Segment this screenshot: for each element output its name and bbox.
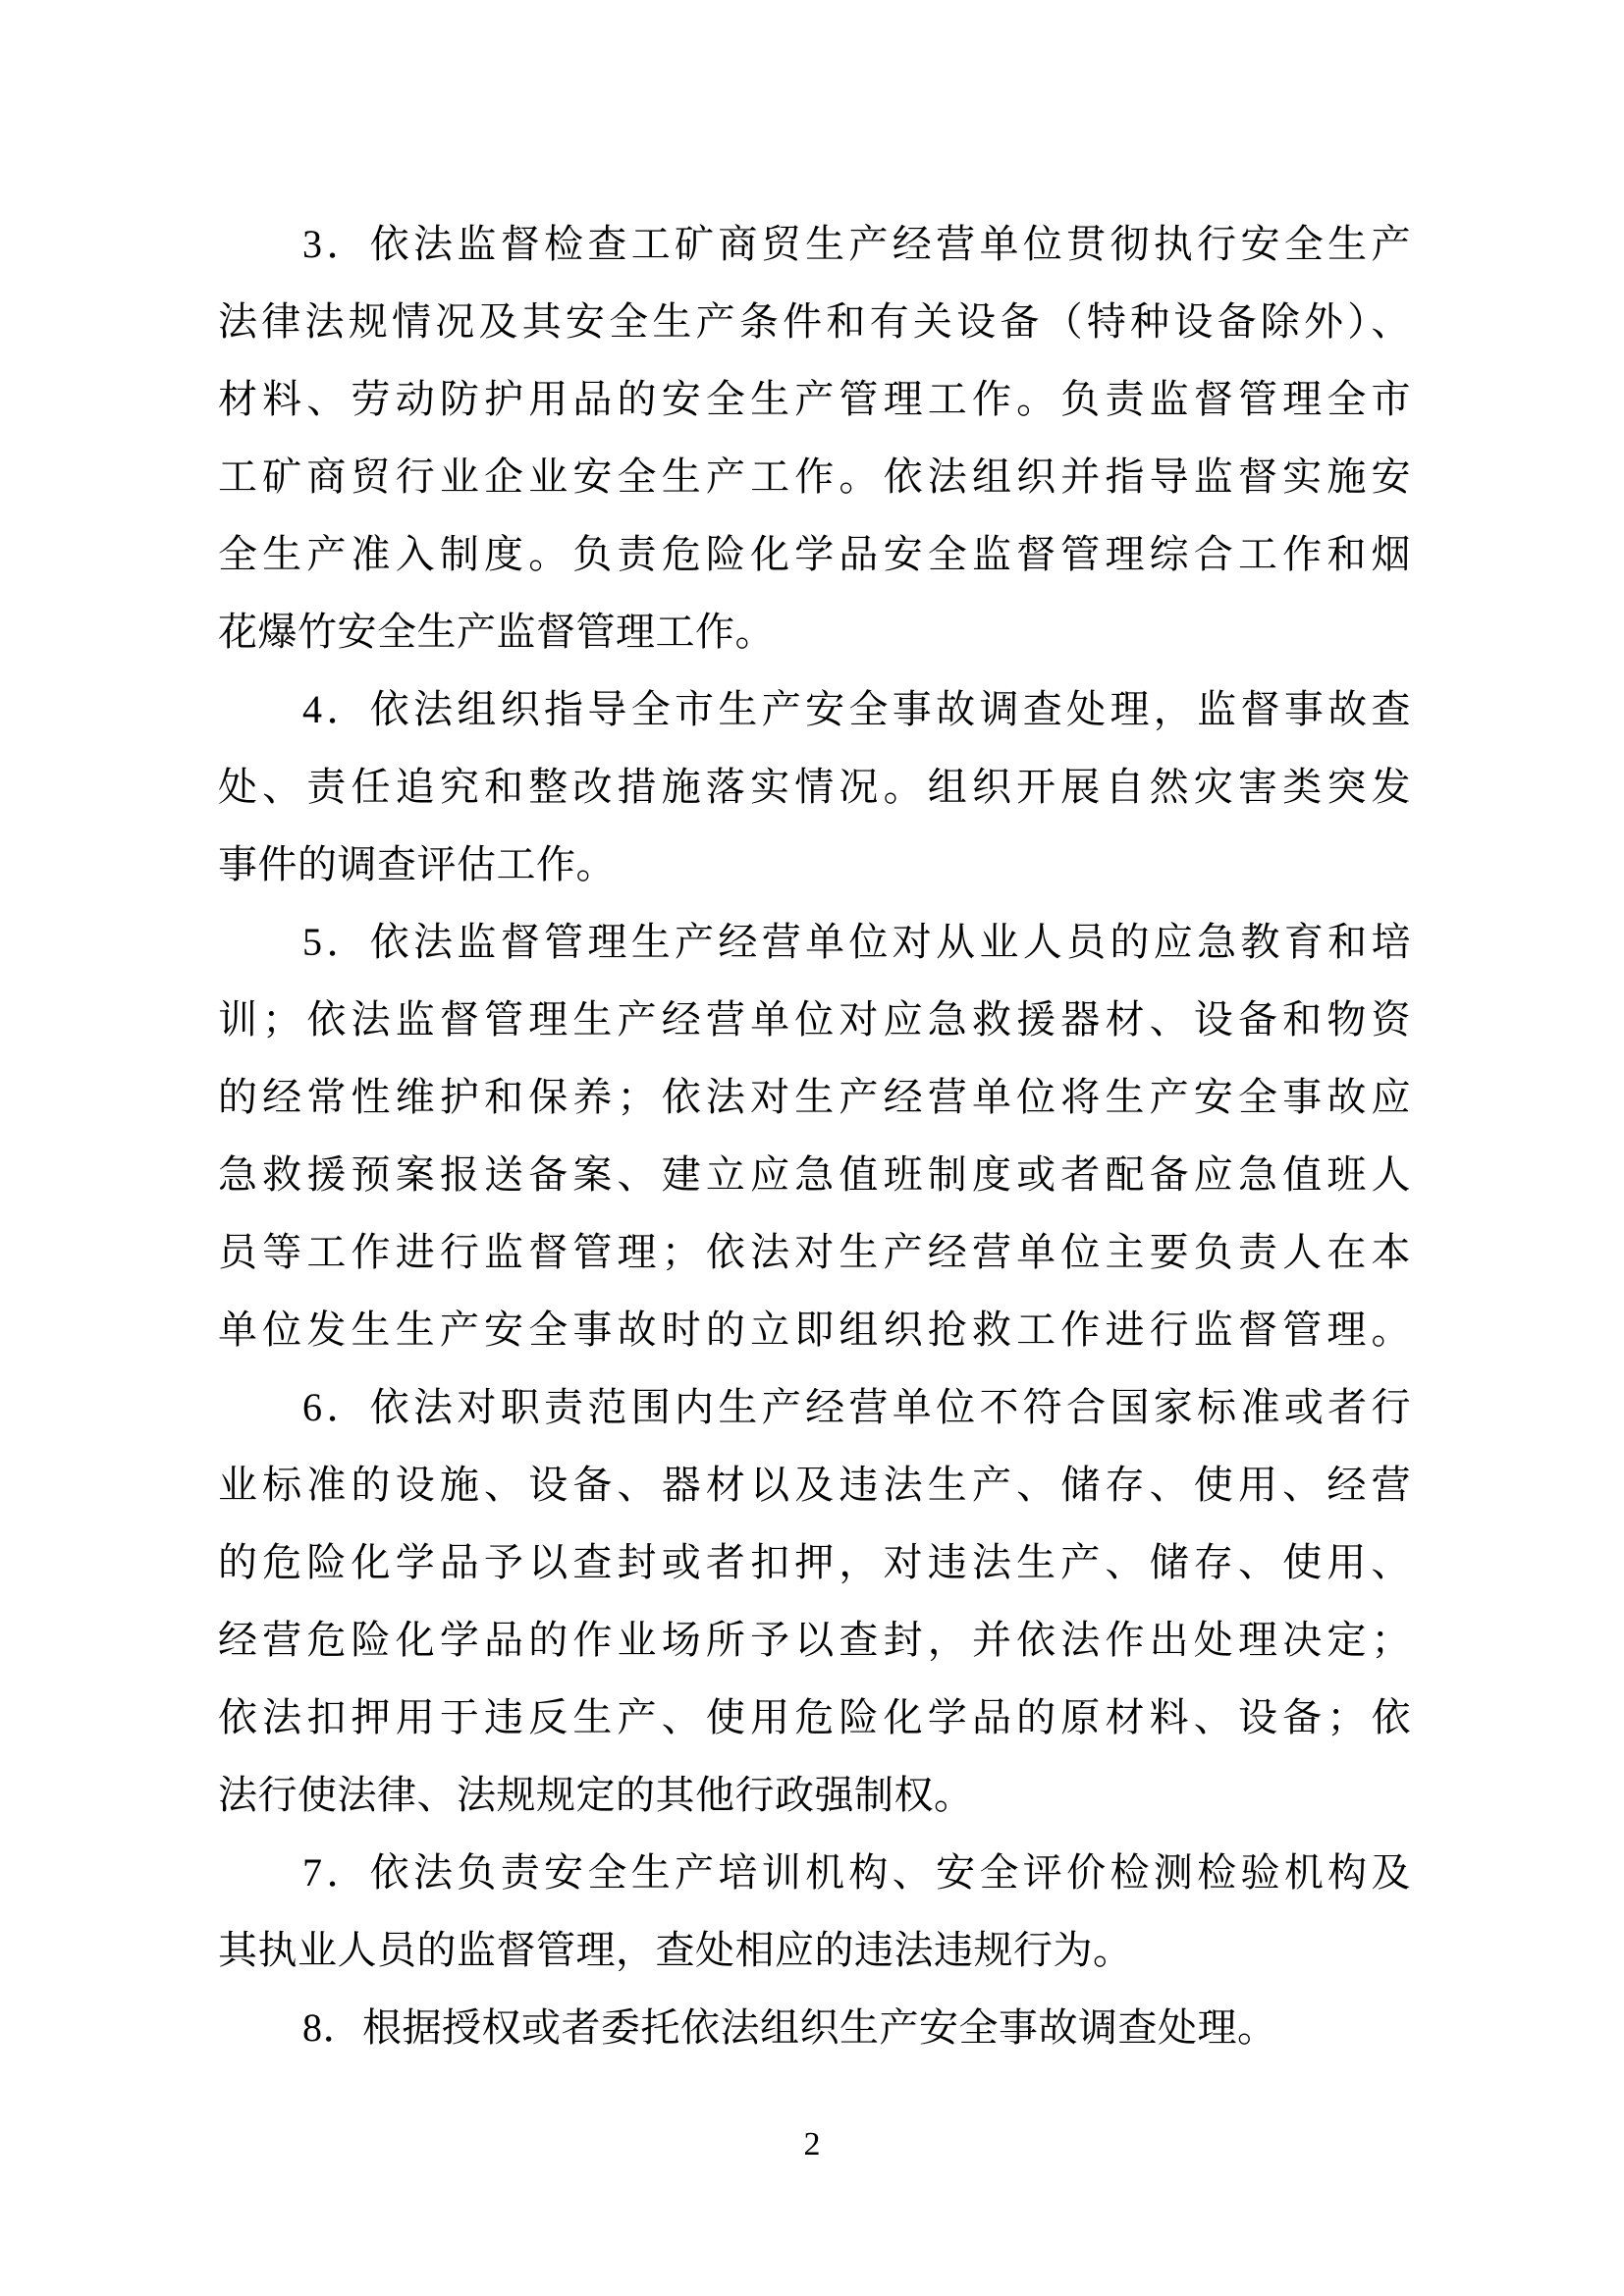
text-line: 材料、劳动防护用品的安全生产管理工作。负责监督管理全市	[218, 377, 1411, 421]
text-line: 5．依法监督管理生产经营单位对从业人员的应急教育和培	[302, 920, 1411, 964]
text-line: 员等工作进行监督管理；依法对生产经营单位主要负责人在本	[218, 1230, 1411, 1274]
page-number: 2	[803, 2126, 821, 2163]
text-line: 依法扣押用于违反生产、使用危险化学品的原材料、设备；依	[218, 1695, 1411, 1739]
text-line: 工矿商贸行业企业安全生产工作。依法组织并指导监督实施安	[218, 454, 1411, 499]
text-line: 法行使法律、法规规定的其他行政强制权。	[218, 1773, 974, 1817]
text-line: 4．依法组织指导全市生产安全事故调查处理，监督事故查	[302, 687, 1411, 731]
paragraph	[218, 903, 1411, 1368]
text-line: 单位发生生产安全事故时的立即组织抢救工作进行监督管理。	[218, 1308, 1411, 1352]
paragraph	[218, 670, 1411, 903]
text-line: 的经常性维护和保养；依法对生产经营单位将生产安全事故应	[218, 1075, 1411, 1119]
document-body	[218, 205, 1411, 2066]
text-line: 法律法规情况及其安全生产条件和有关设备（特种设备除外）、	[218, 299, 1411, 344]
text-line: 的危险化学品予以查封或者扣押，对违法生产、储存、使用、	[218, 1540, 1411, 1584]
text-line: 花爆竹安全生产监督管理工作。	[218, 610, 775, 654]
text-line: 3．依法监督检查工矿商贸生产经营单位贯彻执行安全生产	[302, 222, 1411, 266]
text-line: 业标准的设施、设备、器材以及违法生产、储存、使用、经营	[218, 1463, 1411, 1507]
text-line: 6．依法对职责范围内生产经营单位不符合国家标准或者行	[302, 1385, 1411, 1429]
paragraph	[218, 1834, 1411, 1989]
paragraph	[218, 205, 1411, 670]
paragraph	[218, 1989, 1411, 2066]
text-line: 8．根据授权或者委托依法组织生产安全事故调查处理。	[302, 2005, 1277, 2050]
text-line: 事件的调查评估工作。	[218, 842, 616, 886]
text-line: 训；依法监督管理生产经营单位对应急救援器材、设备和物资	[218, 997, 1411, 1041]
text-line: 急救援预案报送备案、建立应急值班制度或者配备应急值班人	[218, 1152, 1411, 1197]
text-line: 其执业人员的监督管理，查处相应的违法违规行为。	[218, 1928, 1133, 1972]
text-line: 经营危险化学品的作业场所予以查封，并依法作出处理决定；	[218, 1618, 1411, 1662]
text-line: 处、责任追究和整改措施落实情况。组织开展自然灾害类突发	[218, 765, 1411, 809]
paragraph	[218, 1368, 1411, 1834]
text-line: 7．依法负责安全生产培训机构、安全评价检测检验机构及	[302, 1850, 1411, 1895]
text-line: 全生产准入制度。负责危险化学品安全监督管理综合工作和烟	[218, 532, 1411, 576]
